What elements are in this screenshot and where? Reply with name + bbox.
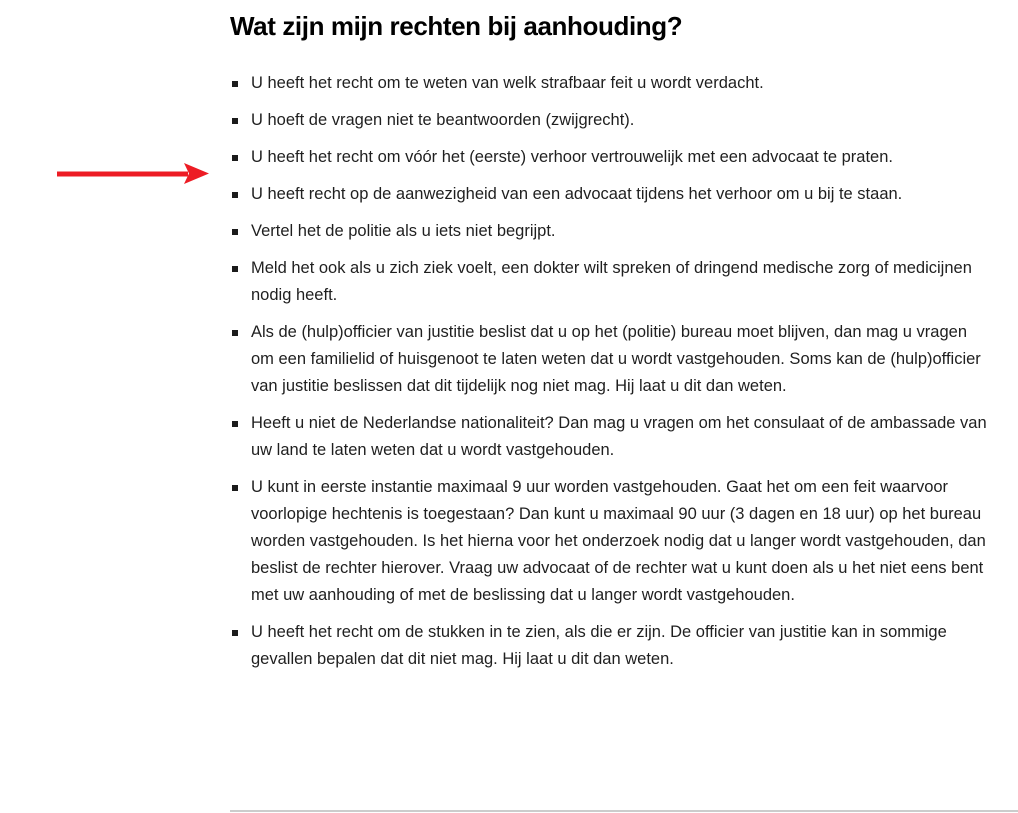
article-content (230, 8, 988, 673)
rights-list (230, 70, 988, 673)
list-item-text: U kunt in eerste instantie maximaal 9 uur worden vastgehouden. Gaat het om een feit waarvoor voorlopige hechtenis is toegestaan? Dan kunt u maximaal 90 uur (3 dagen en 18 uur) op het bureau worden vastgehouden. Is het hierna voor het onderzoek nodig dat u langer wordt vastgehouden, dan beslist de rechter hierover. Vraag uw advocaat of de rechter wat u kunt doen als u het niet eens bent met uw aanhouding of met de beslissing dat u langer wordt vastgehouden. (251, 478, 986, 604)
red-arrow-icon (56, 162, 210, 185)
list-item-text: U heeft het recht om te weten van welk strafbaar feit u wordt verdacht. (251, 74, 764, 92)
bullet-square-icon (232, 118, 238, 124)
list-item-text: Als de (hulp)officier van justitie beslist dat u op het (politie) bureau moet blijven, dan mag u vragen om een familielid of huisgenoot te laten weten dat u wordt vastgehouden. Soms kan de (hulp)officier van justitie beslissen dat dit tijdelijk nog niet mag. Hij laat u dit dan weten. (251, 323, 981, 395)
list-item (230, 107, 988, 134)
list-item-text: U heeft recht op de aanwezigheid van een advocaat tijdens het verhoor om u bij te staan. (251, 185, 903, 203)
list-item (230, 410, 988, 464)
list-item-text: Meld het ook als u zich ziek voelt, een dokter wilt spreken of dringend medische zorg of medicijnen nodig heeft. (251, 259, 972, 304)
bullet-square-icon (232, 81, 238, 87)
list-item (230, 144, 988, 171)
list-item (230, 181, 988, 208)
bottom-divider (230, 810, 1018, 812)
bullet-square-icon (232, 421, 238, 427)
list-item-text: U heeft het recht om vóór het (eerste) verhoor vertrouwelijk met een advocaat te praten. (251, 148, 893, 166)
bullet-square-icon (232, 155, 238, 161)
bullet-square-icon (232, 192, 238, 198)
page-title: Wat zijn mijn rechten bij aanhouding? (230, 11, 683, 41)
list-item (230, 218, 988, 245)
list-item (230, 70, 988, 97)
list-item-text: U hoeft de vragen niet te beantwoorden (zwijgrecht). (251, 111, 635, 129)
list-item (230, 255, 988, 309)
list-item-text: Heeft u niet de Nederlandse nationaliteit? Dan mag u vragen om het consulaat of de ambassade van uw land te laten weten dat u wordt vastgehouden. (251, 414, 987, 459)
bullet-square-icon (232, 266, 238, 272)
list-item (230, 474, 988, 609)
list-item (230, 619, 988, 673)
bullet-square-icon (232, 630, 238, 636)
bullet-square-icon (232, 330, 238, 336)
list-item-text: Vertel het de politie als u iets niet begrijpt. (251, 222, 556, 240)
list-item (230, 319, 988, 400)
list-item-text: U heeft het recht om de stukken in te zien, als die er zijn. De officier van justitie kan in sommige gevallen bepalen dat dit niet mag. Hij laat u dit dan weten. (251, 623, 947, 668)
bullet-square-icon (232, 485, 238, 491)
bullet-square-icon (232, 229, 238, 235)
